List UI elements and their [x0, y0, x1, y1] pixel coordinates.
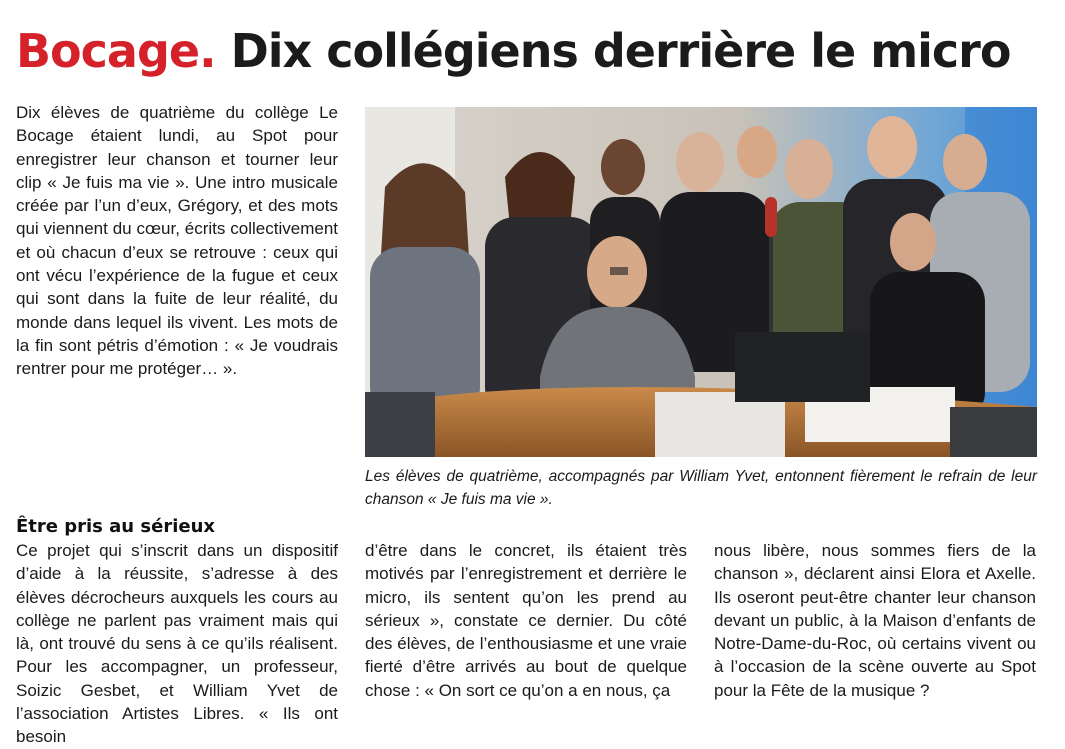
article-column-3: [714, 539, 1036, 702]
section-subhead: Être pris au sérieux: [16, 516, 215, 537]
group-photo-image: [365, 107, 1037, 457]
headline-kicker: Bocage.: [16, 24, 216, 78]
photo-caption: Les élèves de quatrième, accompagnés par William Yvet, entonnent fièrement le refrain de leur chanson « Je fuis ma vie ».: [365, 468, 1037, 508]
article-column-intro: [16, 101, 338, 381]
article-photo: [365, 107, 1037, 457]
section-paragraph-1: Ce projet qui s’inscrit dans un dispositif d’aide à la réussite, s’adresse à des élèves décrocheurs auxquels les cours au collège ne parlent pas vraiment mais qui là, ont trouvé du sens à ce qu’ils réalisent. Pour les accompagner, un professeur, Soizic Gesbet, et William Yvet de l’association Artistes Libres. « Ils ont besoin: [16, 541, 338, 747]
section-paragraph-2: d’être dans le concret, ils étaient très motivés par l’enregistrement et derrière le micro, ils sentent qu’on les prend au sérieux », constate ce dernier. Du côté des élèves, de l’enthousiasme et une vraie fierté d’être arrivés au bout de quelque chose : « On sort ce qu’on a en nous, ça: [365, 541, 687, 700]
headline: [16, 22, 1010, 80]
headline-title: Dix collégiens derrière le micro: [230, 24, 1011, 78]
intro-paragraph: Dix élèves de quatrième du collège Le Bocage étaient lundi, au Spot pour enregistrer leur chanson et tourner leur clip « Je fuis ma vie ». Une intro musicale créée par l’un d’eux, Grégory, et des mots qui viennent du cœur, écrits collectivement et où chacun d’eux se retrouve : ceux qui ont vécu l’expérience de la fugue et ceux qui sont dans la fuite de leur réalité, du monde dans lequel ils vivent. Les mots de la fin sont pétris d’émotion : « Je voudrais rentrer pour me protéger… ».: [16, 103, 338, 379]
article-column-1: [16, 515, 338, 749]
article-column-2: [365, 539, 687, 702]
section-paragraph-3: nous libère, nous sommes fiers de la chanson », déclarent ainsi Elora et Axelle. Ils oseront peut-être chanter leur chanson devant un public, à la Maison d’enfants de Notre-Dame-du-Roc, où certains vivent ou à l’occasion de la scène ouverte au Spot pour la Fête de la musique ?: [714, 541, 1036, 700]
